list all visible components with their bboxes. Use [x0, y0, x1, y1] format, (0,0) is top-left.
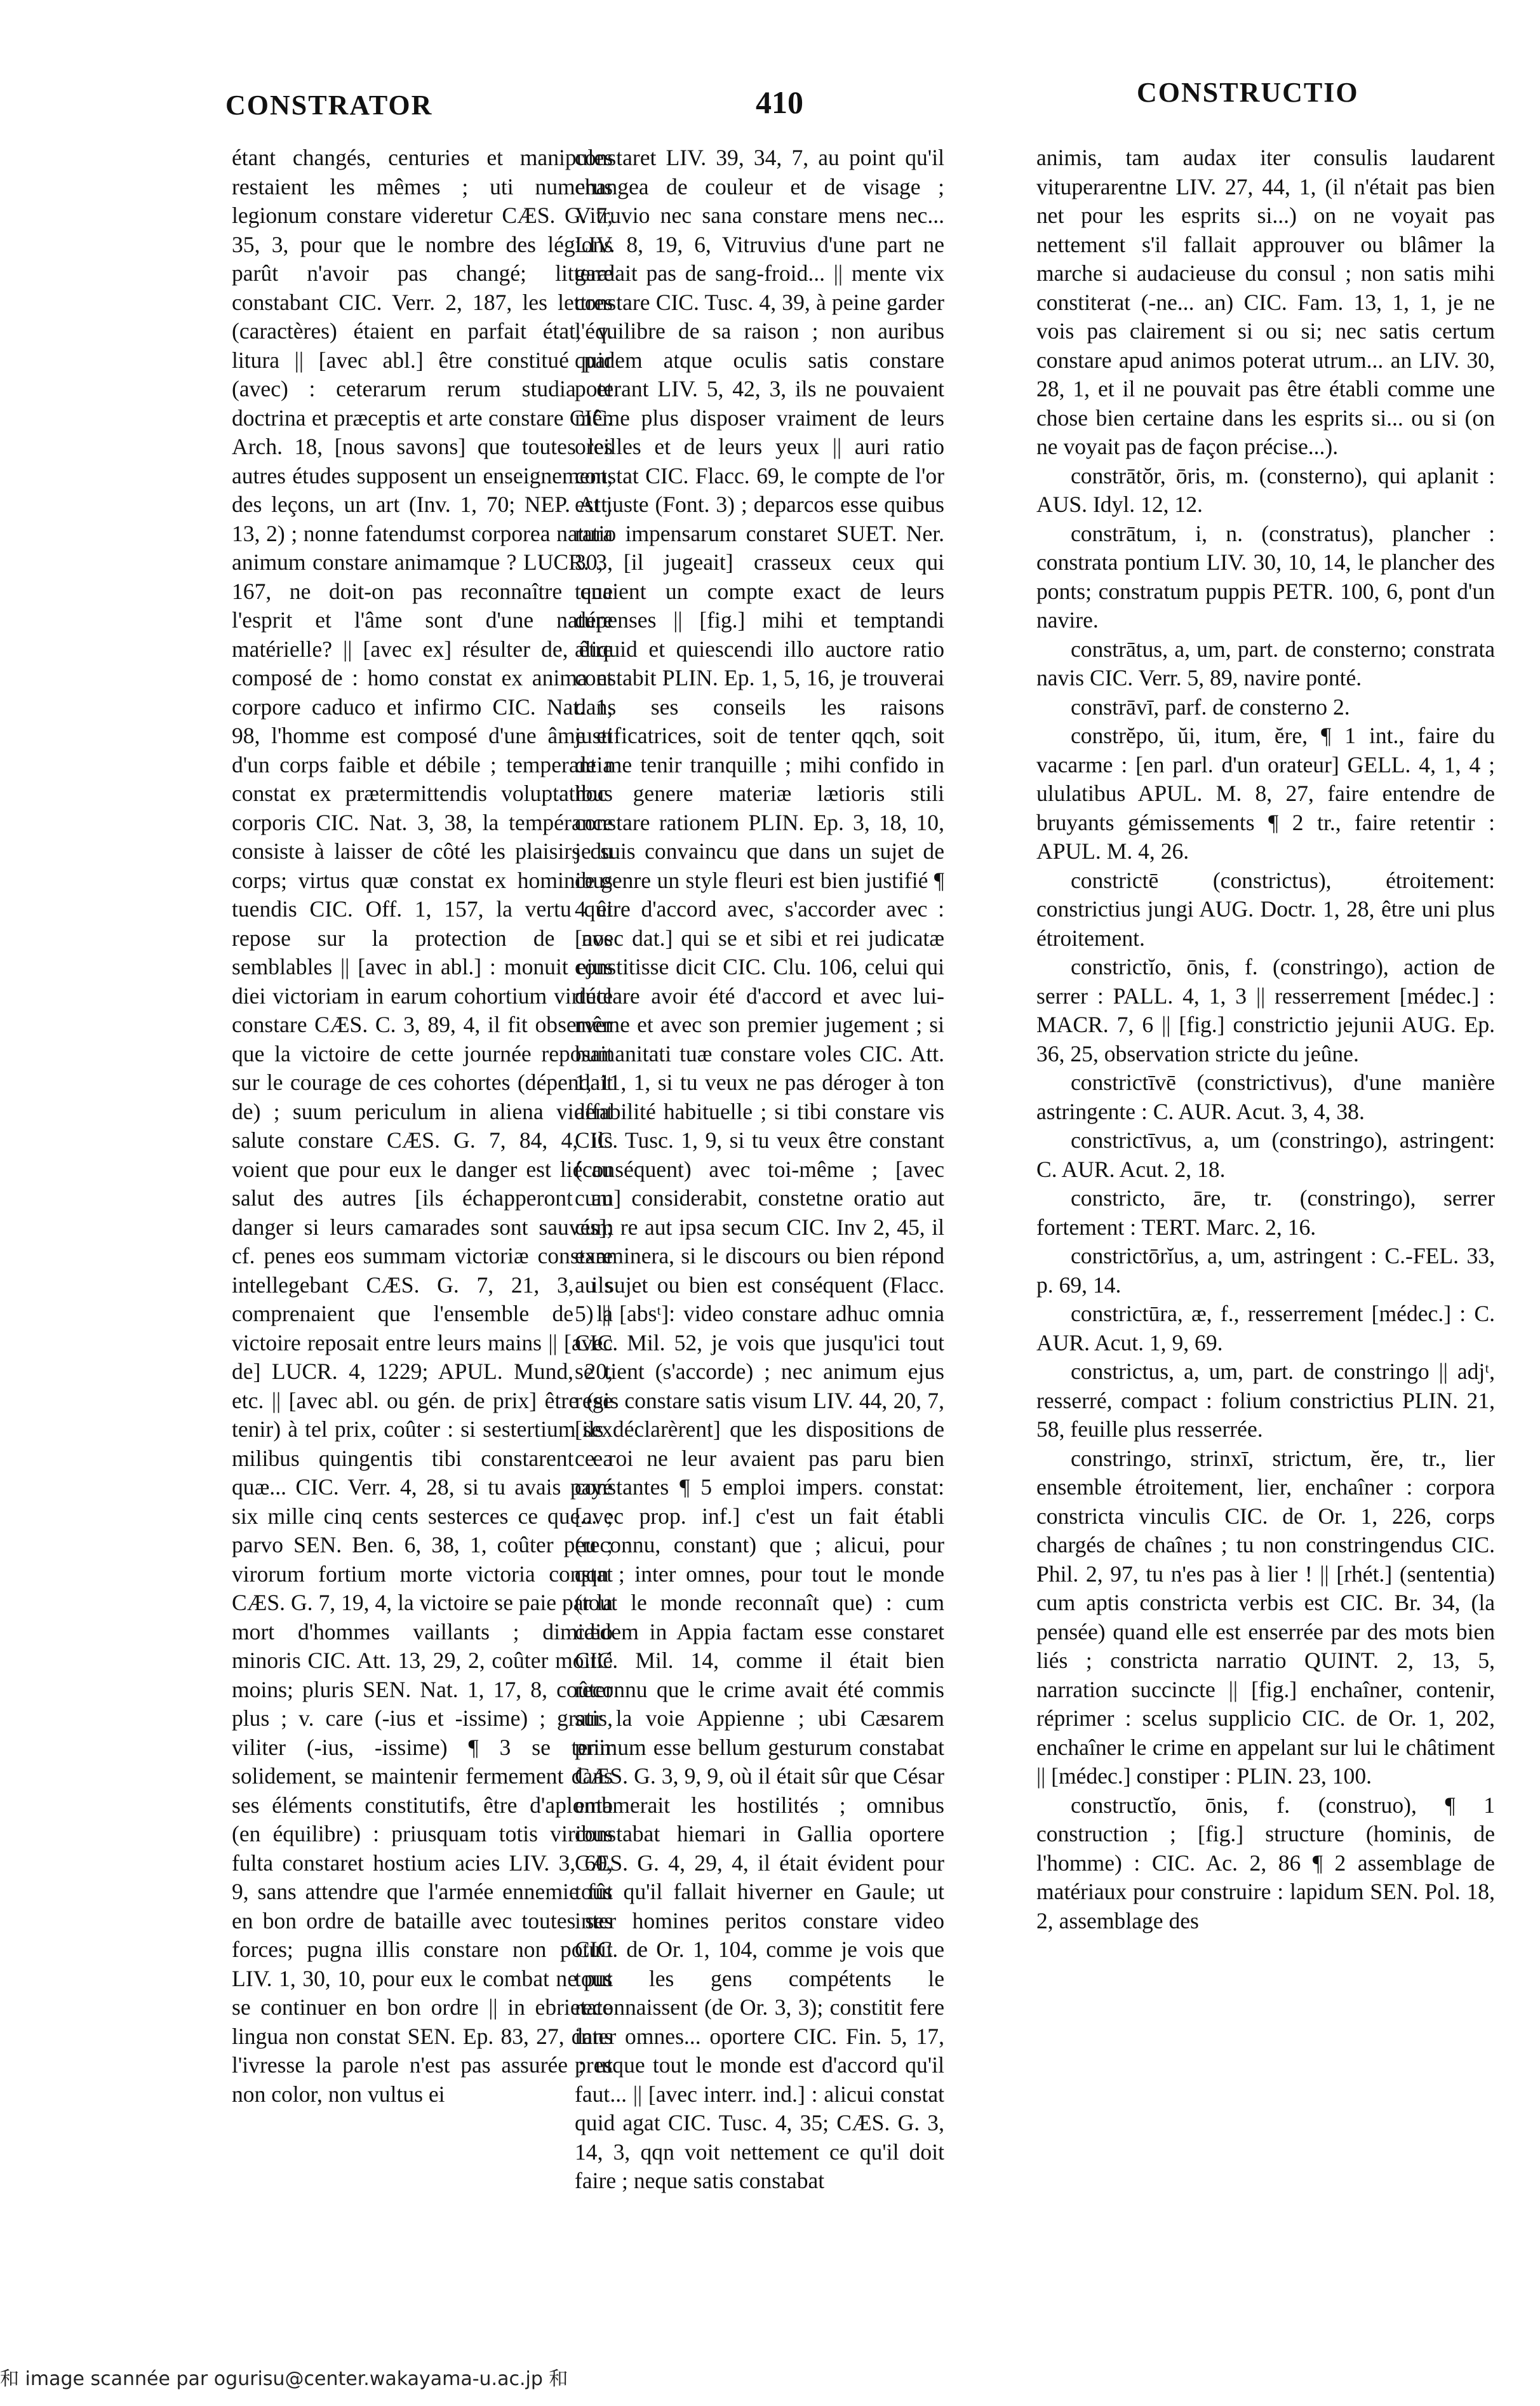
entry-continuation: constaret LIV. 39, 34, 7, au point qu'il changea de couleur et de visage ; Vitruvio nec sana constare mens nec... LIV. 8, 19, 6, Vitruvius d'une part ne gardait pas de sang-froid... || mente vix constare CIC. Tusc. 4, 39, à peine garder l'équilibre de sa raison ; non auribus quidem atque oculis satis constare poterant LIV. 5, 42, 3, ils ne pouvaient même plus disposer vraiment de leurs oreilles et de leurs yeux || auri ratio constat CIC. Flacc. 69, le compte de l'or est juste (Font. 3) ; deparcos esse quibus ratio impensarum constaret SUET. Ner. 30, [il jugeait] crasseux ceux qui tenaient un compte exact de leurs dépenses || [fig.] mihi et temptandi aliquid et quiescendi illo auctore ratio constabit PLIN. Ep. 1, 5, 16, je trouverai dans ses conseils les raisons justificatrices, soit de tenter qqch, soit de me tenir tranquille ; mihi confido in hoc genere materiæ lætioris stili constare rationem PLIN. Ep. 3, 18, 10, je suis convaincu que dans un sujet de ce genre un style fleuri est bien justifié ¶ 4 être d'accord avec, s'accorder avec : [avec dat.] qui se et sibi et rei judicatæ constitisse dicit CIC. Clu. 106, celui qui déclare avoir été d'accord et avec lui-même et avec son premier jugement ; si humanitati tuæ constare voles CIC. Att. 1, 11, 1, si tu veux ne pas déroger à ton affabilité habituelle ; si tibi constare vis CIC. Tusc. 1, 9, si tu veux être constant (conséquent) avec toi-même ; [avec cum] considerabit, constetne oratio aut cum re aut ipsa secum CIC. Inv 2, 45, il examinera, si le discours ou bien répond au sujet ou bien est conséquent (Flacc. 5) || [absᵗ]: video constare adhuc omnia CIC. Mil. 52, je vois que jusqu'ici tout se tient (s'accorde) ; nec animum ejus regis constare satis visum LIV. 44, 20, 7, [ils déclarèrent] que les dispositions de ce roi ne leur avaient pas paru bien constantes ¶ 5 emploi impers. constat: [avec prop. inf.] c'est un fait établi (reconnu, constant) que ; alicui, pour qqn ; inter omnes, pour tout le monde (tout le monde reconnaît que) : cum cædem in Appia factam esse constaret CIC. Mil. 14, comme il était bien reconnu que le crime avait été commis sur la voie Appienne ; ubi Cæsarem primum esse bellum gesturum constabat CÆS. G. 3, 9, 9, où il était sûr que César entamerait les hostilités ; omnibus constabat hiemari in Gallia oportere CÆS. G. 4, 29, 4, il était évident pour tous qu'il fallait hiverner en Gaule; ut inter homines peritos constare video CIC. de Or. 1, 104, comme je vois que tous les gens compétents le reconnaissent (de Or. 3, 3); constitit fere inter omnes... oportere CIC. Fin. 5, 17, presque tout le monde est d'accord qu'il faut... || [avec interr. ind.] : alicui constat quid agat CIC. Tusc. 4, 35; CÆS. G. 3, 14, 3, qqn voit nettement ce qu'il doit faire ; neque satis constabat — [575, 145, 944, 2193]
right-running-headword: CONSTRUCTIO — [1137, 77, 1359, 108]
dictionary-entry: constrictīvus, a, um (constringo), astringent: C. AUR. Acut. 2, 18. — [1036, 1127, 1495, 1182]
dictionary-entry: constricto, āre, tr. (constringo), serrer fortement : TERT. Marc. 2, 16. — [1036, 1185, 1495, 1240]
dictionary-entry: constrictōrĭus, a, um, astringent : C.-FEL. 33, p. 69, 14. — [1036, 1243, 1495, 1298]
dictionary-entry: constrātus, a, um, part. de consterno; constrata navis CIC. Verr. 5, 89, navire ponté. — [1036, 636, 1495, 690]
dictionary-entry: constrictē (constrictus), étroitement: constrictius jungi AUG. Doctr. 1, 28, être uni plus étroitement. — [1036, 867, 1495, 951]
entry-continuation: animis, tam audax iter consulis laudarent vituperarentne LIV. 27, 44, 1, (il n'était pas bien net pour les esprits si...) on ne voyait pas nettement s'il fallait approuver ou blâmer la marche si audacieuse du consul ; non satis mihi constiterat (-ne... an) CIC. Fam. 13, 1, 1, je ne vois pas clairement si ou si; nec satis certum constare apud animos poterat utrum... an LIV. 30, 28, 1, et il ne pouvait pas être établi comme une chose bien certaine dans les esprits si... ou si (on ne voyait pas de façon précise...). — [1036, 145, 1495, 459]
dictionary-entry: constrictūra, æ, f., resserrement [médec.] : C. AUR. Acut. 1, 9, 69. — [1036, 1301, 1495, 1355]
dictionary-entry: constrātum, i, n. (constratus), plancher : constrata pontium LIV. 30, 10, 14, le plancher des ponts; constratum puppis PETR. 100, 6, pont d'un navire. — [1036, 520, 1495, 633]
dictionary-entry: constringo, strinxī, strictum, ĕre, tr., lier ensemble étroitement, lier, enchaîner : corpora constricta vinculis CIC. de Or. 1, 226, corps chargés de chaînes ; tu non constringendus CIC. Phil. 2, 97, tu n'es pas à lier ! || [rhét.] (sententia) cum aptis constricta verbis est CIC. Br. 34, (la pensée) quand elle est enserrée par des mots bien liés ; constricta narratio QUINT. 2, 13, 5, narration succincte || [fig.] enchaîner, contenir, réprimer : scelus supplicio CIC. de Or. 1, 202, enchaîner le crime en appelant sur lui le châtiment || [médec.] constiper : PLIN. 23, 100. — [1036, 1445, 1495, 1789]
text-column-3 — [1036, 144, 1495, 1935]
scan-credit: 和 image scannée par ogurisu@center.wakayama-u.ac.jp 和 — [0, 2368, 568, 2390]
entry-continuation: étant changés, centuries et manipules restaient les mêmes ; uti numerus legionum constare videretur CÆS. G. 7, 35, 3, pour que le nombre des légions parût n'avoir pas changé; litteræ constabant CIC. Verr. 2, 187, les lettres (caractères) étaient en parfait état, v. litura || [avec abl.] être constitué par (avec) : ceterarum rerum studia et doctrina et præceptis et arte constare CIC. Arch. 18, [nous savons] que toutes les autres études supposent un enseignement, des leçons, un art (Inv. 1, 70; NEP. Att. 13, 2) ; nonne fatendumst corporea natura animum constare animamque ? LUCR. 3, 167, ne doit-on pas reconnaître que l'esprit et l'âme sont d'une nature matérielle? || [avec ex] résulter de, être composé de : homo constat ex anima et corpore caduco et infirmo CIC. Nat. 1, 98, l'homme est composé d'une âme et d'un corps faible et débile ; temperantia constat ex prætermittendis voluptatibus corporis CIC. Nat. 3, 38, la tempérance consiste à laisser de côté les plaisirs du corps; virtus quæ constat ex hominibus tuendis CIC. Off. 1, 157, la vertu qui repose sur la protection de nos semblables || [avec in abl.] : monuit ejus diei victoriam in earum cohortium virtute constare CÆS. C. 3, 89, 4, il fit observer que la victoire de cette journée reposait sur le courage de ces cohortes (dépendait de) ; suum periculum in aliena vident salute constare CÆS. G. 7, 84, 4, ils voient que pour eux le danger est lié au salut des autres [ils échapperont au danger si leurs camarades sont sauvés]; cf. penes eos summam victoriæ constare intellegebant CÆS. G. 7, 21, 3, ils comprenaient que l'ensemble de la victoire reposait entre leurs mains || [avec de] LUCR. 4, 1229; APUL. Mund, 20, etc. || [avec abl. ou gén. de prix] être (se tenir) à tel prix, coûter : si sestertium sex milibus quingentis tibi constarent ea quæ... CIC. Verr. 4, 28, si tu avais payé six mille cinq cents sesterces ce que... ; parvo SEN. Ben. 6, 38, 1, coûter peu ; virorum fortium morte victoria constat CÆS. G. 7, 19, 4, la victoire se paie par la mort d'hommes vaillants ; dimidio minoris CIC. Att. 13, 29, 2, coûter moitié moins; pluris SEN. Nat. 1, 17, 8, coûter plus ; v. care (-ius et -issime) ; gratis, viliter (-ius, -issime) ¶ 3 se tenir solidement, se maintenir fermement dans ses éléments constitutifs, être d'aplomb (en équilibre) : priusquam totis viribus fulta constaret hostium acies LIV. 3, 60, 9, sans attendre que l'armée ennemie fût en bon ordre de bataille avec toutes ses forces; pugna illis constare non potuit LIV. 1, 30, 10, pour eux le combat ne put se continuer en bon ordre || in ebrietate lingua non constat SEN. Ep. 83, 27, dans l'ivresse la parole n'est pas assurée ; ut non color, non vultus ei — [232, 145, 613, 2107]
dictionary-entry: constrĕpo, ŭi, itum, ĕre, ¶ 1 int., faire du vacarme : [en parl. d'un orateur] GELL. 4, 1, 4 ; ululatibus APUL. M. 8, 27, faire entendre de bruyants gémissements ¶ 2 tr., faire retentir : APUL. M. 4, 26. — [1036, 723, 1495, 864]
dictionary-entry: constrictĭo, ōnis, f. (constringo), action de serrer : PALL. 4, 1, 3 || resserrement [médec.] : MACR. 7, 6 || [fig.] constrictio jejunii AUG. Ep. 36, 25, observation stricte du jeûne. — [1036, 954, 1495, 1066]
dictionary-entry: constrictus, a, um, part. de constringo || adjᵗ, resserré, compact : folium constrictius PLIN. 21, 58, feuille plus resserrée. — [1036, 1359, 1495, 1442]
dictionary-entry: constrictīvē (constrictivus), d'une manière astringente : C. AUR. Acut. 3, 4, 38. — [1036, 1070, 1495, 1124]
left-running-headword: CONSTRATOR — [225, 90, 433, 121]
dictionary-entry: constrāvī, parf. de consterno 2. — [1071, 694, 1350, 720]
page-number: 410 — [756, 84, 803, 120]
text-column-2 — [575, 144, 944, 2196]
text-column-1 — [232, 144, 613, 2109]
dictionary-entry: constructĭo, ōnis, f. (construo), ¶ 1 construction ; [fig.] structure (hominis, de l'homme) : CIC. Ac. 2, 86 ¶ 2 assemblage de matériaux pour construire : lapidum SEN. Pol. 18, 2, assemblage des — [1036, 1792, 1495, 1933]
dictionary-entry: constrātŏr, ōris, m. (consterno), qui aplanit : AUS. Idyl. 12, 12. — [1036, 462, 1495, 517]
page-header — [0, 76, 1540, 127]
